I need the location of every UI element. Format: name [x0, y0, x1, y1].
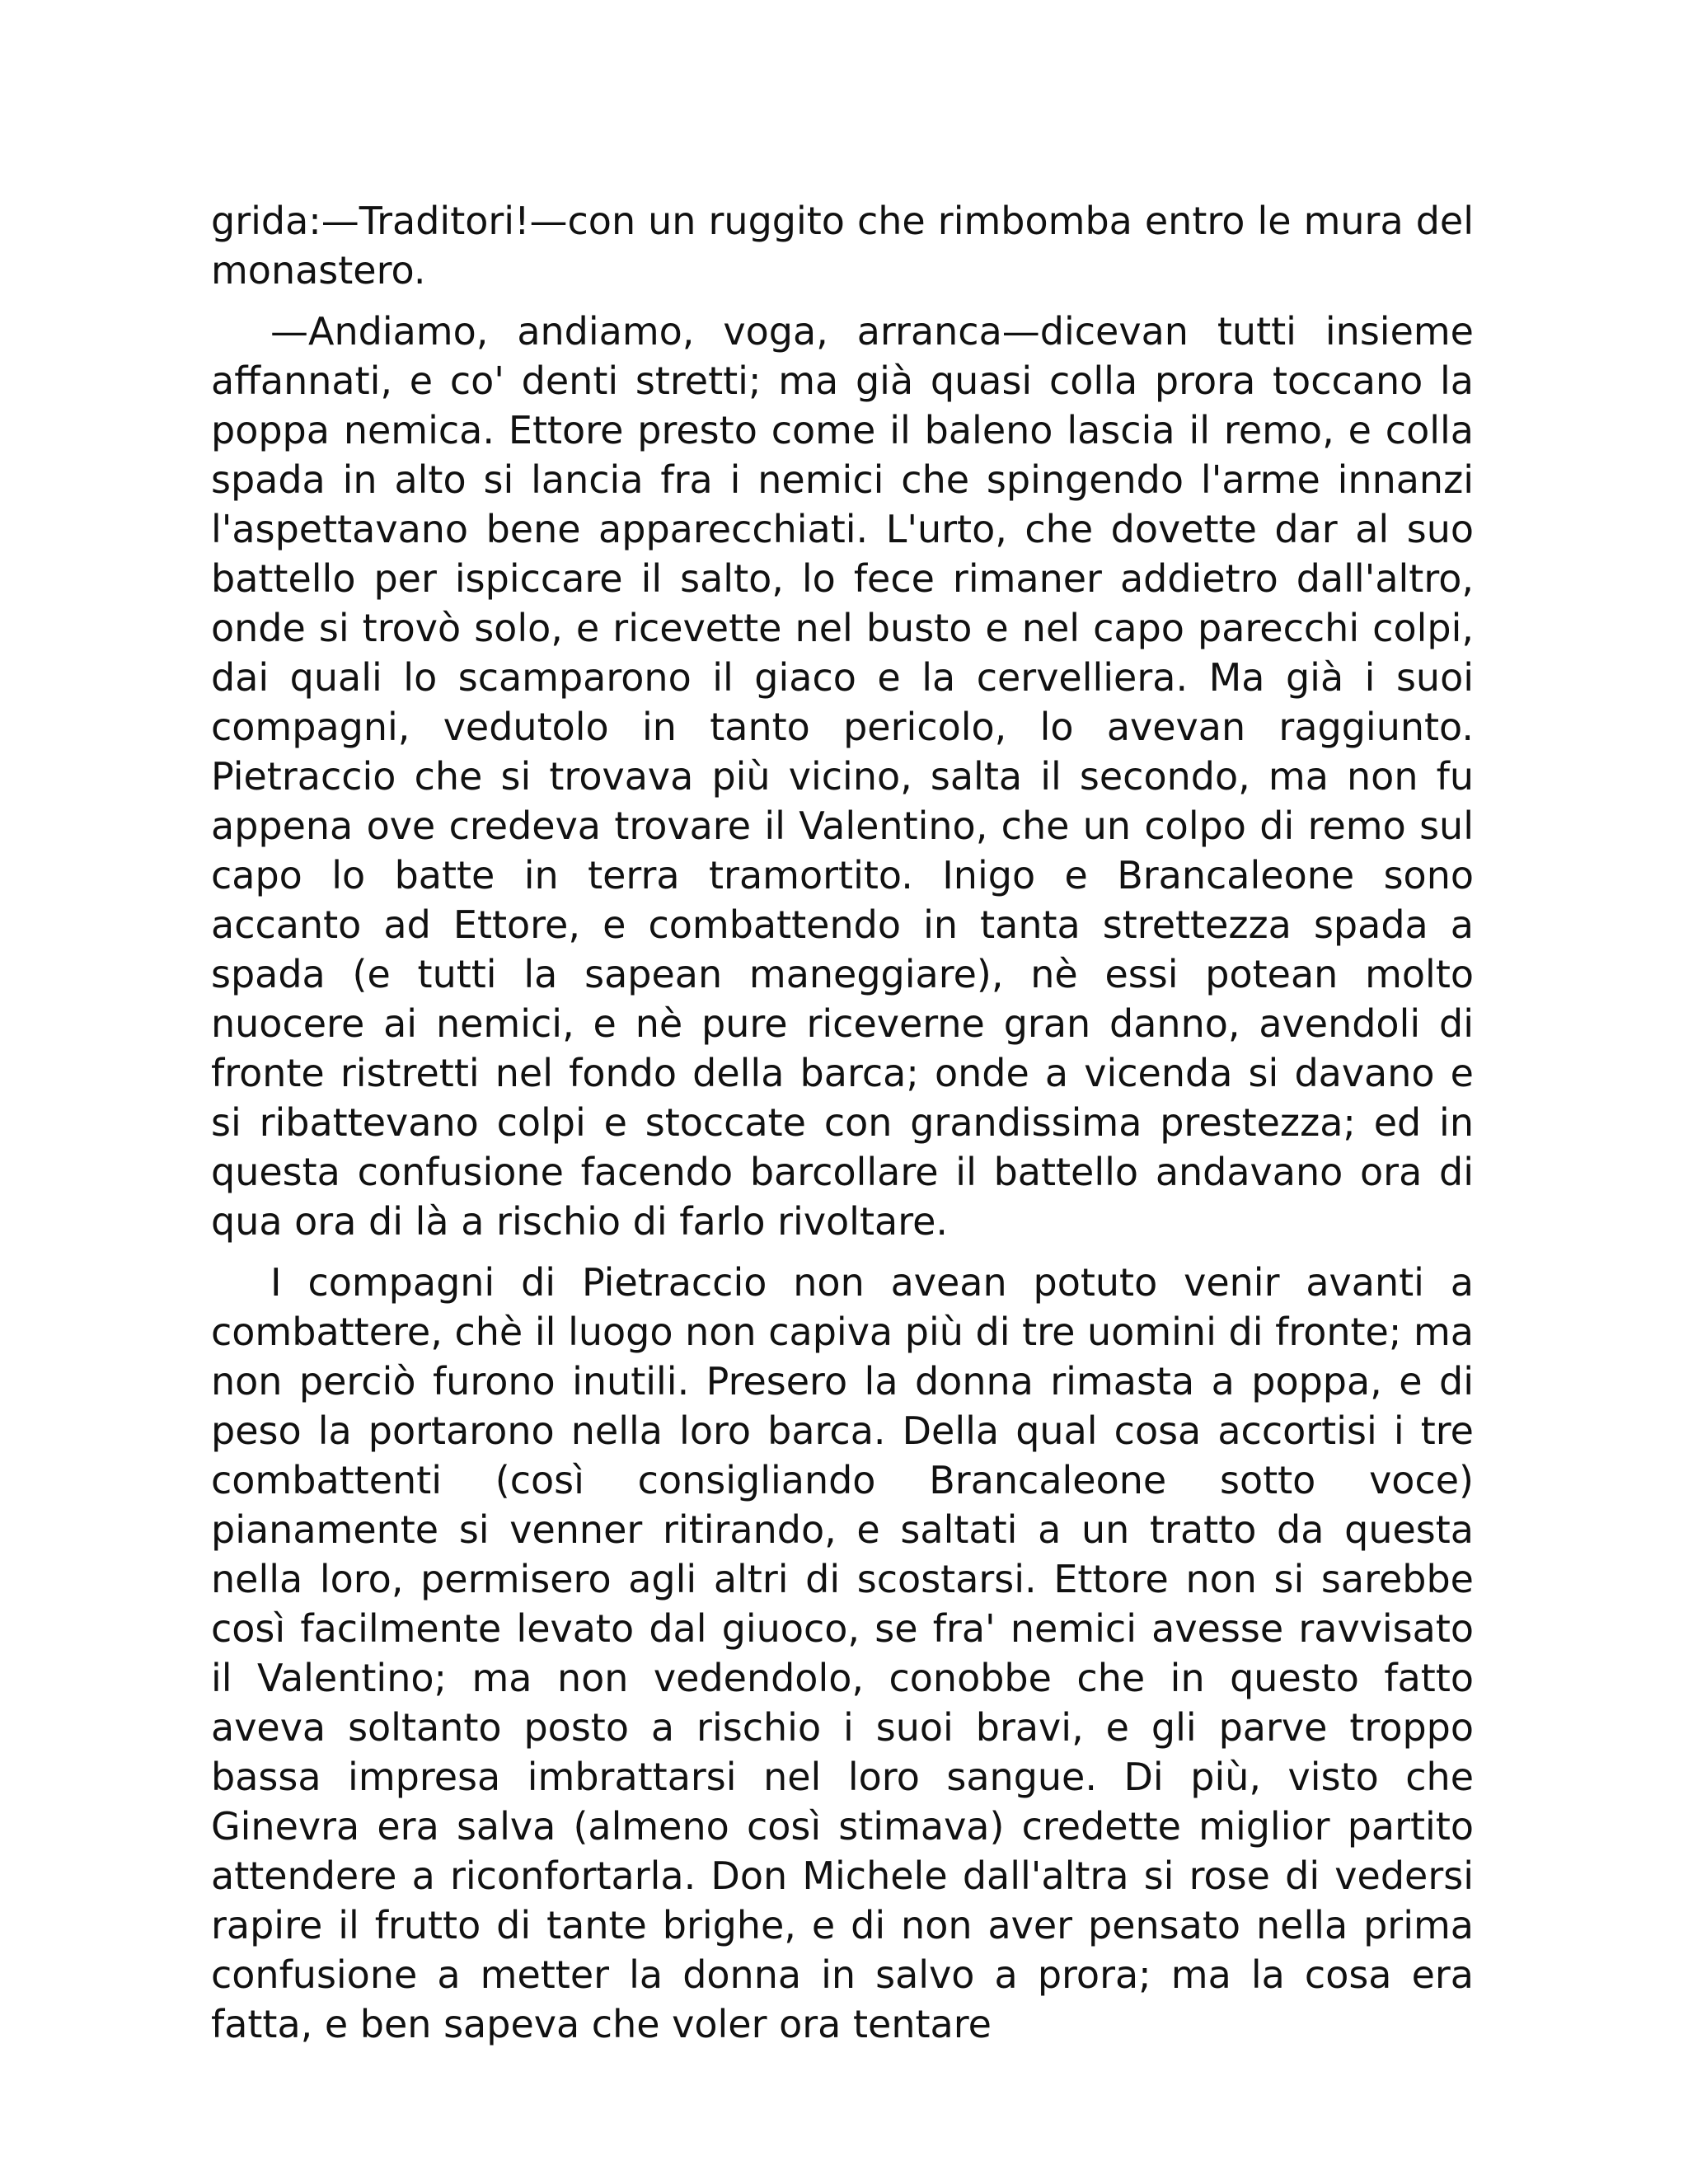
- page-body: [211, 196, 1474, 2049]
- paragraph-1: grida:—Traditori!—con un ruggito che rimbomba entro le mura del monastero.: [211, 199, 1474, 293]
- paragraph-3: I compagni di Pietraccio non avean potuto venir avanti a combattere, chè il luogo non capiva più di tre uomini di fronte; ma non perciò furono inutili. Presero la donna rimasta a poppa, e di peso la portarono nella loro barca. Della qual cosa accortisi i tre combattenti (così consigliando Brancaleone sotto voce) pianamente si venner ritirando, e saltati a un tratto da questa nella loro, permisero agli altri di scostarsi. Ettore non si sarebbe così facilmente levato dal giuoco, se fra' nemici avesse ravvisato il Valentino; ma non vedendolo, conobbe che in questo fatto aveva soltanto posto a rischio i suoi bravi, e gli parve troppo bassa impresa imbrattarsi nel loro sangue. Di più, visto che Ginevra era salva (almeno così stimava) credette miglior partito attendere a riconfortarla. Don Michele dall'altra si rose di vedersi rapire il frutto di tante brighe, e di non aver pensato nella prima confusione a metter la donna in salvo a prora; ma la cosa era fatta, e ben sapeva che voler ora tentare: [211, 1260, 1474, 2046]
- paragraph-2: —Andiamo, andiamo, voga, arranca—dicevan tutti insieme affannati, e co' denti stretti; ma già quasi colla prora toccano la poppa nemica. Ettore presto come il baleno lascia il remo, e colla spada in alto si lancia fra i nemici che spingendo l'arme innanzi l'aspettavano bene apparecchiati. L'urto, che dovette dar al suo battello per ispiccare il salto, lo fece rimaner addietro dall'altro, onde si trovò solo, e ricevette nel busto e nel capo parecchi colpi, dai quali lo scamparono il giaco e la cervelliera. Ma già i suoi compagni, vedutolo in tanto pericolo, lo avevan raggiunto. Pietraccio che si trovava più vicino, salta il secondo, ma non fu appena ove credeva trovare il Valentino, che un colpo di remo sul capo lo batte in terra tramortito. Inigo e Brancaleone sono accanto ad Ettore, e combattendo in tanta strettezza spada a spada (e tutti la sapean maneggiare), nè essi potean molto nuocere ai nemici, e nè pure riceverne gran danno, avendoli di fronte ristretti nel fondo della barca; onde a vicenda si davano e si ribattevano colpi e stoccate con grandissima prestezza; ed in questa confusione facendo barcollare il battello andavano ora di qua ora di là a rischio di farlo rivoltare.: [211, 309, 1474, 1244]
